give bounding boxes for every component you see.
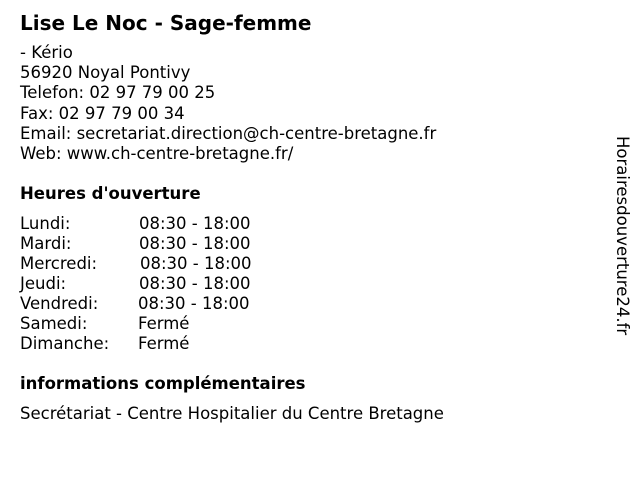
day-hours: 08:30 - 18:00 [139,214,251,233]
day-hours: 08:30 - 18:00 [140,254,252,273]
day-label: Jeudi: [20,274,67,293]
email-line: Email: secretariat.direction@ch-centre-bretagne.fr [20,123,437,143]
city-line: 56920 Noyal Pontivy [20,63,191,83]
hours-row-friday [20,294,320,314]
hours-table [20,214,320,354]
day-hours: 08:30 - 18:00 [139,234,251,253]
day-label: Samedi: [20,314,88,333]
hours-row-tuesday [20,234,320,254]
day-label: Lundi: [20,214,71,233]
day-label: Dimanche: [20,334,110,353]
hours-row-monday [20,214,320,234]
info-text: Secrétariat - Centre Hospitalier du Centre Bretagne [20,404,444,423]
phone-line: Telefon: 02 97 79 00 25 [20,83,216,103]
hours-row-wednesday [20,254,320,274]
hours-heading: Heures d'ouverture [20,184,201,203]
hours-row-thursday [20,274,320,294]
site-watermark: Horairesdouverture24.fr [613,136,632,336]
day-hours: Fermé [138,314,190,333]
day-hours: 08:30 - 18:00 [138,294,250,313]
day-hours: 08:30 - 18:00 [139,274,251,293]
hours-row-sunday [20,334,320,354]
info-heading: informations complémentaires [20,374,306,393]
day-label: Vendredi: [20,294,99,313]
page-title: Lise Le Noc - Sage-femme [20,11,312,35]
day-label: Mardi: [20,234,72,253]
fax-line: Fax: 02 97 79 00 34 [20,103,185,123]
day-label: Mercredi: [20,254,98,273]
day-hours: Fermé [138,334,190,353]
hours-row-saturday [20,314,320,334]
street-line: - Kério [20,43,73,62]
web-line: Web: www.ch-centre-bretagne.fr/ [20,143,294,163]
contact-block [20,43,436,164]
